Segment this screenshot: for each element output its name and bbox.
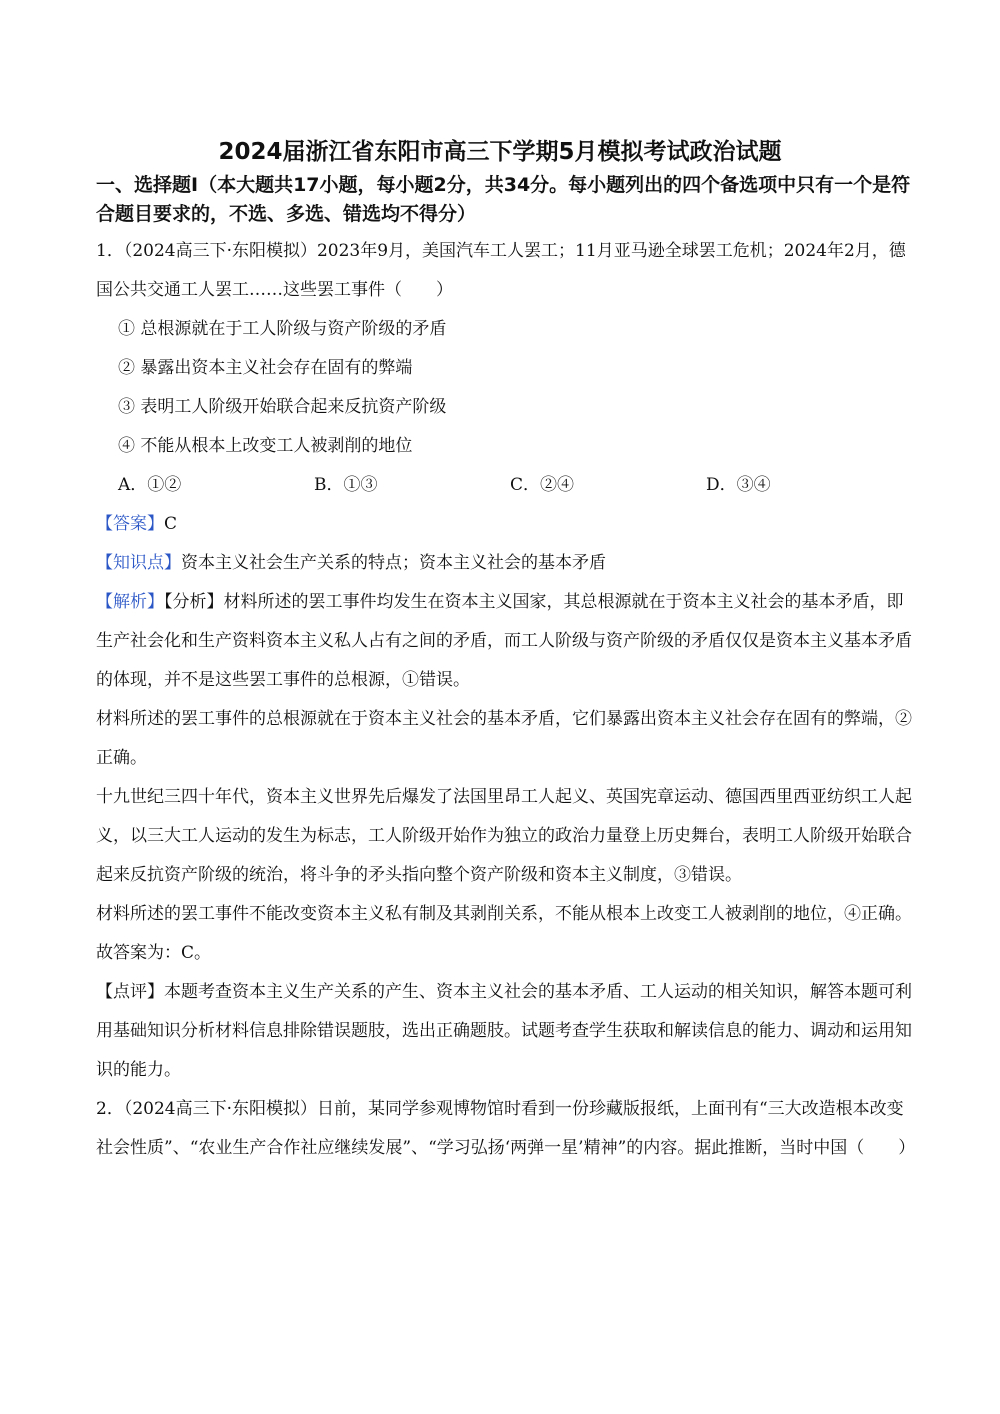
analysis-conclusion: 故答案为：C。 — [96, 943, 212, 963]
analysis-paragraph — [96, 583, 912, 700]
answer-tag: 【答案】 — [96, 514, 164, 534]
page-title: 2024届浙江省东阳市高三下学期5月模拟考试政治试题 — [218, 139, 782, 165]
choice-c: C．②④ — [510, 475, 575, 495]
answer-value: C — [164, 514, 178, 534]
section-heading: 一、选择题Ⅰ（本大题共17小题，每小题2分，共34分。每小题列出的四个备选项中只有一个是符合题目要求的，不选、多选、错选均不得分） — [96, 174, 911, 225]
choice-a: A．①② — [118, 475, 182, 495]
knowledge-points: 资本主义社会生产关系的特点；资本主义社会的基本矛盾 — [181, 553, 606, 573]
question-1-option: ④ 不能从根本上改变工人被剥削的地位 — [118, 436, 413, 456]
question-2-stem: 2．（2024高三下·东阳模拟）日前，某同学参观博物馆时看到一份珍藏版报纸，上面刊有“三大改造根本改变社会性质”、“农业生产合作社应继续发展”、“学习弘扬‘两弹一星’精神”的内容。据此推断，当时中国（ ） — [96, 1099, 916, 1158]
analysis-paragraph: 材料所述的罢工事件不能改变资本主义私有制及其剥削关系，不能从根本上改变工人被剥削的地位，④正确。 — [96, 904, 912, 924]
analysis-text: 【分析】材料所述的罢工事件均发生在资本主义国家，其总根源就在于资本主义社会的基本矛盾，即生产社会化和生产资料资本主义私人占有之间的矛盾，而工人阶级与资产阶级的矛盾仅仅是资本主义基本矛盾的体现，并不是这些罢工事件的总根源，①错误。 — [96, 592, 912, 690]
question-1-stem: 1．（2024高三下·东阳模拟）2023年9月，美国汽车工人罢工；11月亚马逊全球罢工危机；2024年2月，德国公共交通工人罢工……这些罢工事件（ ） — [96, 241, 906, 300]
analysis-paragraph: 十九世纪三四十年代，资本主义世界先后爆发了法国里昂工人起义、英国宪章运动、德国西里西亚纺织工人起义，以三大工人运动的发生为标志，工人阶级开始作为独立的政治力量登上历史舞台，表明工人阶级开始联合起来反抗资产阶级的统治，将斗争的矛头指向整个资产阶级和资本主义制度，③错误。 — [96, 787, 912, 885]
question-1-option: ② 暴露出资本主义社会存在固有的弊端 — [118, 358, 413, 378]
analysis-paragraph: 材料所述的罢工事件的总根源就在于资本主义社会的基本矛盾，它们暴露出资本主义社会存在固有的弊端，②正确。 — [96, 709, 912, 768]
analysis-tag: 【解析】 — [96, 592, 164, 612]
exam-body — [96, 232, 916, 1168]
question-1-option: ③ 表明工人阶级开始联合起来反抗资产阶级 — [118, 397, 447, 417]
answer-line — [96, 505, 912, 544]
knowledge-line — [96, 544, 912, 583]
comment-paragraph: 【点评】本题考查资本主义生产关系的产生、资本主义社会的基本矛盾、工人运动的相关知识，解答本题可利用基础知识分析材料信息排除错误题肢，选出正确题肢。试题考查学生获取和解读信息的能力、调动和运用知识的能力。 — [96, 982, 912, 1080]
question-1-option: ① 总根源就在于工人阶级与资产阶级的矛盾 — [118, 319, 447, 339]
knowledge-tag: 【知识点】 — [96, 553, 181, 573]
choice-b: B．①③ — [314, 475, 378, 495]
choice-d: D．③④ — [706, 475, 771, 495]
question-1-choices — [96, 466, 912, 505]
